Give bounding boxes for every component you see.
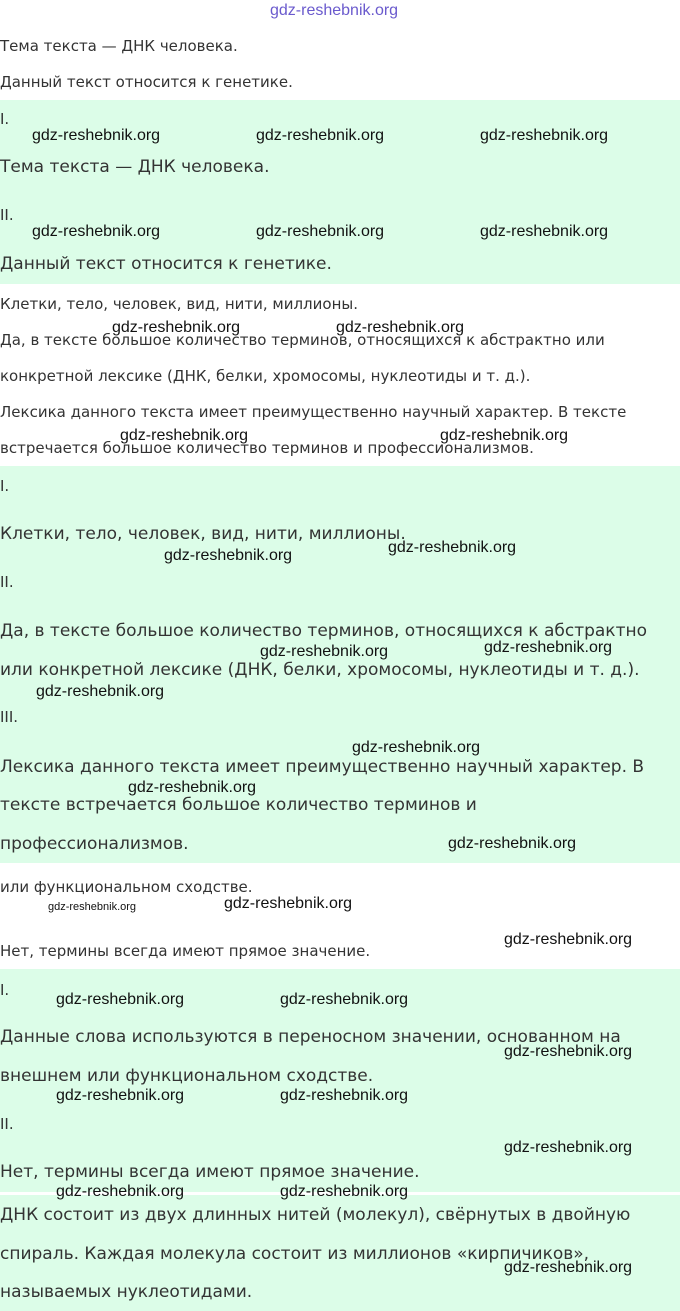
a1-answer-1: Тема текста — ДНК человека.: [0, 157, 270, 177]
a2-answer-1: Клетки, тело, человек, вид, нити, миллионы.: [0, 524, 406, 544]
watermark: gdz-reshebnik.org: [164, 547, 293, 564]
watermark: gdz-reshebnik.org: [256, 127, 385, 144]
watermark: gdz-reshebnik.org: [56, 1087, 185, 1104]
watermark: gdz-reshebnik.org: [56, 991, 185, 1008]
watermark: gdz-reshebnik.org: [280, 1183, 409, 1200]
watermark: gdz-reshebnik.org: [336, 319, 465, 336]
a4-line-1: ДНК состоит из двух длинных нитей (молекул), свёрнутых в двойную: [0, 1205, 631, 1225]
a4-line-3: называемых нуклеотидами.: [0, 1282, 253, 1302]
watermark: gdz-reshebnik.org: [32, 127, 161, 144]
watermark: gdz-reshebnik.org: [280, 1087, 409, 1104]
s2-line-1: Клетки, тело, человек, вид, нити, миллионы.: [0, 295, 358, 313]
a2-answer-3-line-1: Лексика данного текста имеет преимущественно научный характер. В: [0, 757, 645, 777]
watermark: gdz-reshebnik.org: [440, 427, 569, 444]
watermark: gdz-reshebnik.org: [120, 427, 249, 444]
s2-line-2: Да, в тексте большое количество терминов, относящихся к абстрактно или: [0, 331, 605, 349]
a2-number-3: III.: [0, 708, 19, 726]
s2-line-4: Лексика данного текста имеет преимущественно научный характер. В тексте: [0, 403, 627, 421]
a2-answer-3-line-2: тексте встречается большое количество терминов и: [0, 795, 477, 815]
s1-line-2: Данный текст относится к генетике.: [0, 73, 293, 91]
a1-answer-2: Данный текст относится к генетике.: [0, 254, 332, 274]
watermark: gdz-reshebnik.org: [484, 639, 613, 656]
a4-line-2: спираль. Каждая молекула состоит из миллионов «кирпичиков»,: [0, 1244, 590, 1264]
watermark: gdz-reshebnik.org: [480, 223, 609, 240]
watermark: gdz-reshebnik.org: [480, 127, 609, 144]
watermark: gdz-reshebnik.org: [504, 1043, 633, 1060]
s2-line-3: конкретной лексике (ДНК, белки, хромосомы, нуклеотиды и т. д.).: [0, 367, 531, 385]
watermark: gdz-reshebnik.org: [128, 779, 257, 796]
a1-number-1: I.: [0, 110, 10, 128]
watermark: gdz-reshebnik.org: [352, 739, 481, 756]
watermark: gdz-reshebnik.org: [260, 643, 389, 660]
watermark: gdz-reshebnik.org: [32, 223, 161, 240]
watermark: gdz-reshebnik.org: [448, 835, 577, 852]
a3-number-1: I.: [0, 981, 10, 999]
a2-number-1: I.: [0, 477, 10, 495]
watermark: gdz-reshebnik.org: [504, 1259, 633, 1276]
a3-number-2: II.: [0, 1115, 14, 1133]
a2-answer-2-line-1: Да, в тексте большое количество терминов, относящихся к абстрактно: [0, 621, 647, 641]
watermark-top: gdz-reshebnik.org: [270, 2, 399, 19]
watermark: gdz-reshebnik.org: [256, 223, 385, 240]
watermark: gdz-reshebnik.org: [504, 931, 633, 948]
s3-line-2: Нет, термины всегда имеют прямое значение.: [0, 942, 371, 960]
watermark: gdz-reshebnik.org: [224, 895, 353, 912]
a2-answer-3-line-3: профессионализмов.: [0, 834, 189, 854]
a3-answer-2: Нет, термины всегда имеют прямое значение.: [0, 1162, 420, 1182]
watermark: gdz-reshebnik.org: [388, 539, 517, 556]
s1-line-1: Тема текста — ДНК человека.: [0, 37, 238, 55]
watermark: gdz-reshebnik.org: [504, 1139, 633, 1156]
a2-answer-2-line-2: или конкретной лексике (ДНК, белки, хромосомы, нуклеотиды и т. д.).: [0, 660, 640, 680]
a1-number-2: II.: [0, 206, 14, 224]
watermark: gdz-reshebnik.org: [56, 1183, 185, 1200]
watermark-small: gdz-reshebnik.org: [48, 901, 137, 913]
watermark: gdz-reshebnik.org: [280, 991, 409, 1008]
watermark: gdz-reshebnik.org: [36, 683, 165, 700]
s2-line-5: встречается большое количество терминов и профессионализмов.: [0, 439, 534, 457]
watermark: gdz-reshebnik.org: [112, 319, 241, 336]
a3-answer-1-line-1: Данные слова используются в переносном значении, основанном на: [0, 1027, 621, 1047]
a3-answer-1-line-2: внешнем или функциональном сходстве.: [0, 1066, 374, 1086]
s3-line-1: или функциональном сходстве.: [0, 878, 253, 896]
a2-number-2: II.: [0, 573, 14, 591]
